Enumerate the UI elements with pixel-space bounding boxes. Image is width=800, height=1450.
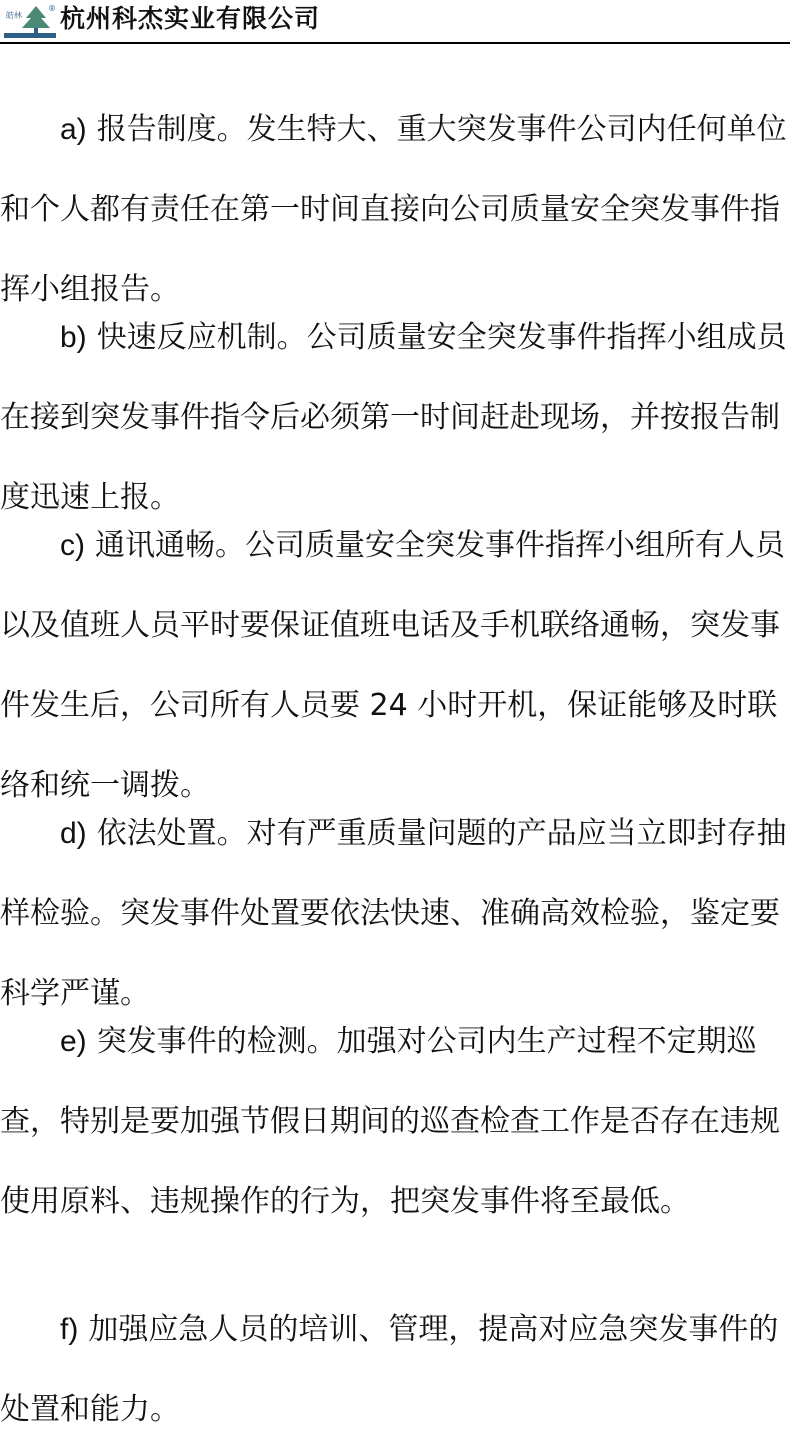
registered-mark: ®: [48, 4, 56, 13]
paragraph-label: c): [60, 529, 85, 562]
paragraph-a: [0, 90, 792, 307]
paragraph-f: [0, 1290, 792, 1450]
paragraph-text: 加强应急人员的培训、管理，提高对应急突发事件的处置和能力。: [0, 1312, 779, 1427]
paragraph-text: 通讯通畅。公司质量安全突发事件指挥小组所有人员以及值班人员平时要保证值班电话及手机联络通畅，突发事件发生后，公司所有人员要 24 小时开机，保证能够及时联络和统一调拨。: [0, 528, 785, 803]
header-divider: [0, 42, 790, 44]
paragraph-text: 依法处置。对有严重质量问题的产品应当立即封存抽样检验。突发事件处置要依法快速、准确高效检验，鉴定要科学严谨。: [0, 816, 787, 1011]
paragraph-c: [0, 506, 792, 803]
paragraph-label: a): [60, 113, 87, 146]
company-name: 杭州科杰实业有限公司: [60, 4, 321, 33]
paragraph-text: 快速反应机制。公司质量安全突发事件指挥小组成员在接到突发事件指令后必须第一时间赶赴现场，并按报告制度迅速上报。: [0, 320, 787, 515]
tree-logo-icon: [4, 2, 56, 40]
paragraph-label: f): [60, 1313, 79, 1346]
paragraph-label: b): [60, 321, 87, 354]
paragraph-e: [0, 1002, 792, 1242]
paragraph-d: [0, 794, 792, 1011]
document-body: [0, 90, 792, 1450]
paragraph-label: d): [60, 817, 87, 850]
company-logo: [4, 2, 56, 40]
logo-lettering: 皓林: [6, 11, 22, 20]
paragraph-text: 报告制度。发生特大、重大突发事件公司内任何单位和个人都有责任在第一时间直接向公司质量安全突发事件指挥小组报告。: [0, 112, 787, 307]
page-header: [0, 0, 800, 46]
paragraph-b: [0, 298, 792, 515]
paragraph-text: 突发事件的检测。加强对公司内生产过程不定期巡查，特别是要加强节假日期间的巡查检查工作是否存在违规使用原料、违规操作的行为，把突发事件将至最低。: [0, 1024, 780, 1219]
paragraph-label: e): [60, 1025, 87, 1058]
